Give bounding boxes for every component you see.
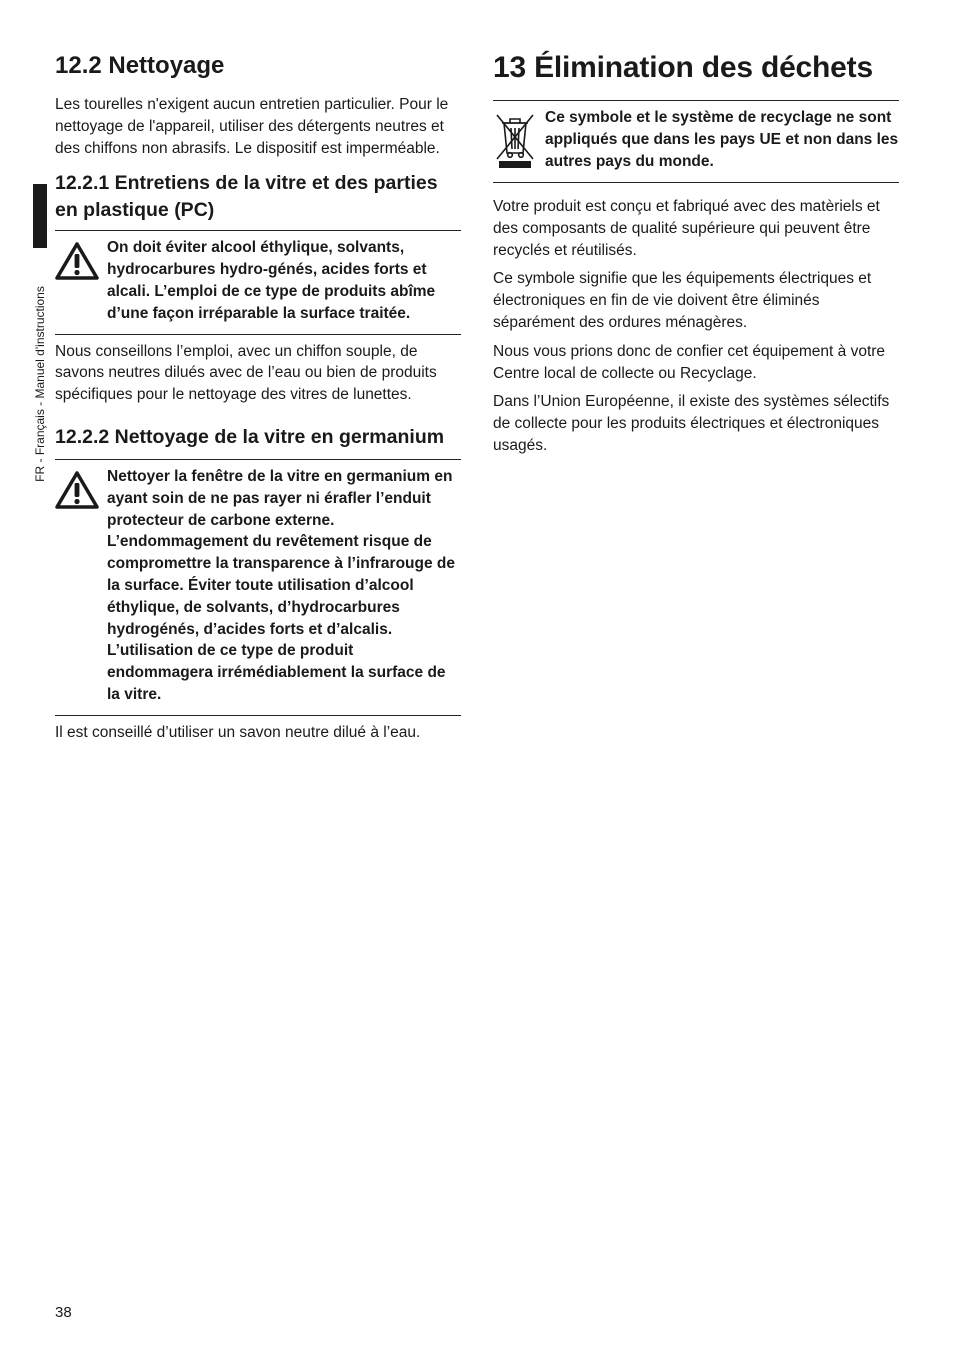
left-column (55, 50, 461, 744)
warning-box-2 (55, 459, 461, 716)
weee-notice-box (493, 100, 899, 183)
right-column (493, 50, 899, 457)
warning-icon (55, 237, 107, 286)
weee-notice-text: Ce symbole et le système de recyclage ne sont appliqués que dans les pays UE et non dans les autres pays du monde. (545, 109, 899, 170)
intro-paragraph: Les tourelles n'exigent aucun entretien particulier. Pour le nettoyage de l'appareil, utiliser des détergents neutres et des chiffons non abrasifs. Le dispositif est imperméable. (55, 96, 449, 157)
subsection-title-2: 12.2.2 Nettoyage de la vitre en germanium (55, 425, 445, 448)
subsection-title-1: 12.2.1 Entretiens de la vitre et des parties en plastique (PC) (55, 172, 438, 222)
chapter-title: 13 Élimination des déchets (493, 51, 873, 84)
paragraph-sub1: Nous conseillons l’emploi, avec un chiffon souple, de savons neutres dilués avec de l’eau ou bien de produits spécifiques pour le nettoyage des vitres de lunettes. (55, 342, 437, 404)
section-title: 12.2 Nettoyage (55, 52, 225, 79)
warning-text-2: Nettoyer la fenêtre de la vitre en germanium en ayant soin de ne pas rayer ni érafler l’enduit protecteur de carbone externe. L’endommagement du revêtement risque de compromettre la transparence à l’infrarouge de la surface. Éviter toute utilisation d’alcool éthylique, de solvants, d’hydrocarbures hydrogénés, d’acides forts et d’alcalis. L’utilisation de ce type de produit endommagera irrémédiablement la surface de la vitre. (107, 467, 455, 703)
warning-icon (55, 466, 107, 515)
disposal-paragraph-1: Votre produit est conçu et fabriqué avec des matèriels et des composants de qualité supérieure qui peuvent être recyclés et réutilisés. (493, 198, 880, 259)
warning-text-1: On doit éviter alcool éthylique, solvants, hydrocarbures hydro-génés, acides forts et alcali. L’emploi de ce type de produits abîme d’une façon irréparable la surface traitée. (107, 239, 436, 322)
disposal-paragraph-3: Nous vous prions donc de confier cet équipement à votre Centre local de collecte ou Recyclage. (493, 342, 886, 382)
weee-bin-icon (493, 107, 545, 174)
page-number: 38 (55, 1304, 72, 1321)
side-tab-marker (33, 184, 47, 248)
disposal-paragraph-2: Ce symbole signifie que les équipements électriques et électroniques en fin de vie doivent être éliminés séparément des ordures ménagères. (493, 270, 872, 331)
disposal-paragraph-4: Dans l’Union Européenne, il existe des systèmes sélectifs de collecte pour les produits électriques et électroniques usagés. (493, 393, 890, 454)
paragraph-sub2: Il est conseillé d’utiliser un savon neutre dilué à l’eau. (55, 723, 421, 741)
side-language-label: FR - Français - Manuel d'instructions (33, 286, 47, 482)
warning-box-1 (55, 230, 461, 334)
